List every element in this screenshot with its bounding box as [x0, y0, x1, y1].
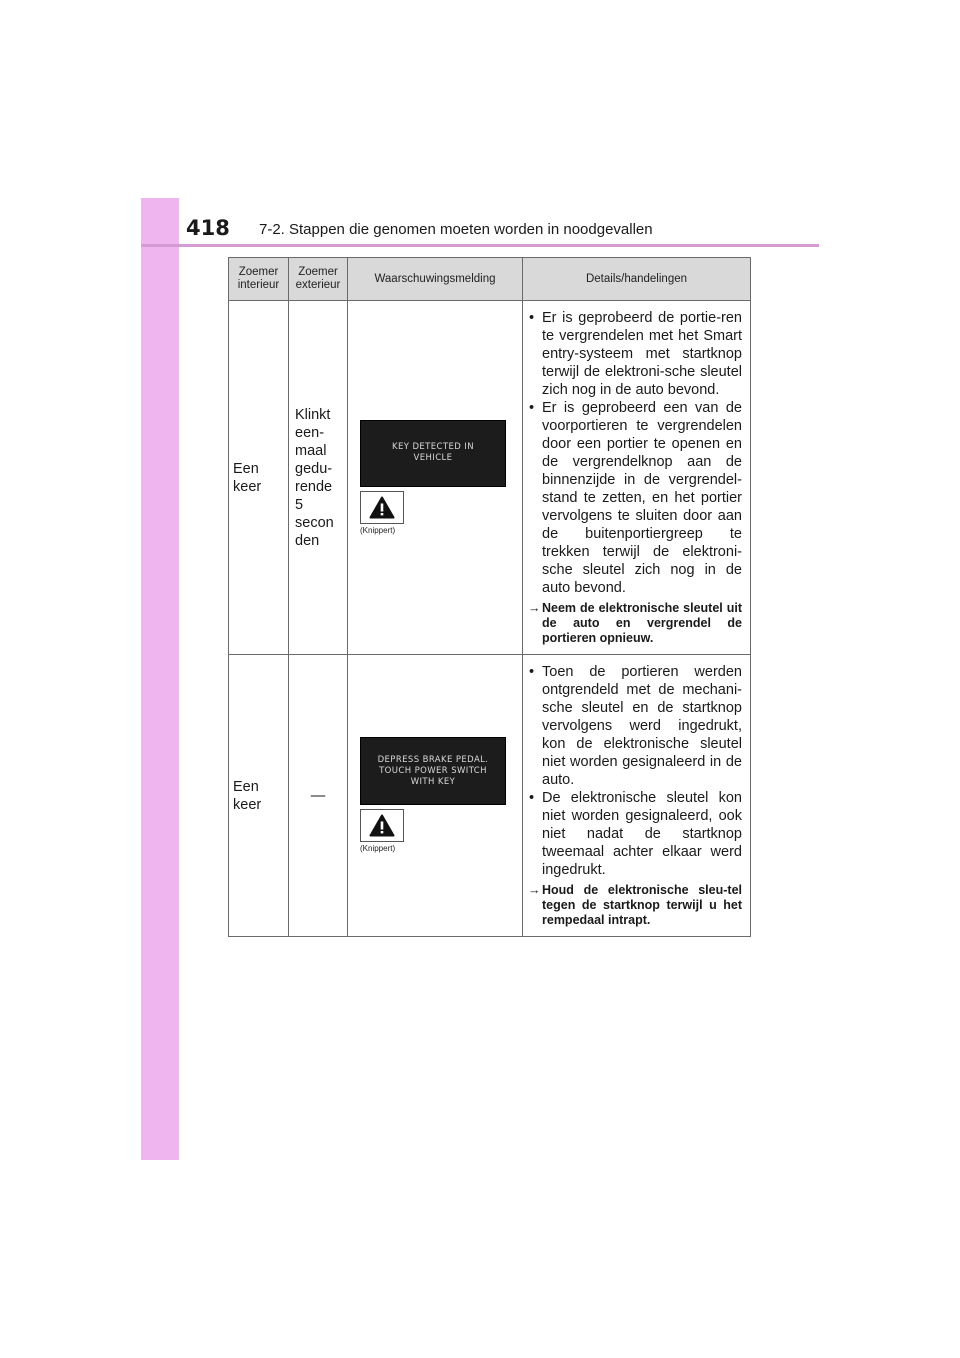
details-list — [528, 663, 742, 879]
column-header-label: Zoemer exterieur — [295, 266, 341, 291]
column-header-buzzer-interior — [229, 258, 289, 301]
display-message: KEY DETECTED IN VEHICLE — [392, 442, 474, 463]
action-text: Houd de elektronische sleu-tel tegen de startknop terwijl u het rempedaal intrapt. — [542, 883, 742, 927]
column-header-label: Waarschuwingsmelding — [374, 272, 496, 285]
column-header-label: Details/handelingen — [585, 272, 688, 285]
display-message: DEPRESS BRAKE PEDAL. TOUCH POWER SWITCH WITH KEY — [377, 754, 489, 787]
arrow-right-icon: → — [528, 883, 541, 897]
details-item: • De elektronische sleutel kon niet worden gesignaleerd, ook niet nadat de startknop tweemaal achter elkaar werd ingedrukt. — [528, 789, 742, 879]
details-cell — [523, 301, 751, 655]
buzzer-exterior-cell — [289, 655, 348, 937]
action-instruction — [528, 883, 742, 928]
warning-light-box — [360, 491, 404, 524]
action-instruction — [528, 601, 742, 646]
column-header-warning-message — [348, 258, 523, 301]
buzzer-interior-text: Een keer — [233, 778, 262, 813]
warning-triangle-icon — [369, 496, 395, 519]
table-header-row — [229, 258, 751, 301]
details-list — [528, 309, 742, 597]
buzzer-exterior-text: Klinkt een- maal gedu- rende 5 secon den — [295, 406, 334, 549]
details-item: • Toen de portieren werden ontgrendeld met de mechani-sche sleutel en de startknop vervolgens werd ingedrukt, kon de elektronische sleutel niet worden gesignaleerd in de auto. — [528, 663, 742, 789]
section-side-tab — [141, 198, 179, 1160]
flash-note: (Knippert) — [360, 844, 396, 853]
details-item: • Er is geprobeerd een van de voorportieren te vergrendelen door een portier te openen en de vergrendelknop aan de binnenzijde in de vergrendel-stand te zetten, en het portier vervolgens te sluiten door aan de buitenportiergreep te trekken terwijl de elektroni-sche sleutel zich nog in de auto bevond. — [528, 399, 742, 597]
arrow-right-icon: → — [528, 601, 541, 615]
buzzer-interior-text: Een keer — [233, 460, 262, 495]
column-header-label: Zoemer interieur — [237, 266, 280, 291]
warning-triangle-icon — [369, 814, 395, 837]
warning-display-cell — [348, 301, 523, 655]
details-cell — [523, 655, 751, 937]
multi-info-display-screen — [360, 737, 506, 805]
buzzer-interior-cell — [229, 655, 289, 937]
warning-light-box — [360, 809, 404, 842]
buzzer-exterior-cell — [289, 301, 348, 655]
flash-note: (Knippert) — [360, 525, 396, 535]
warning-table — [228, 257, 751, 937]
section-title: 7-2. Stappen die genomen moeten worden in noodgevallen — [259, 221, 653, 238]
details-item: • Er is geprobeerd de portie-ren te vergrendelen met het Smart entry-systeem met startknop terwijl de elektroni-sche sleutel zich nog in de auto bevond. — [528, 309, 742, 399]
buzzer-interior-cell — [229, 301, 289, 655]
warning-display-cell — [348, 655, 523, 937]
multi-info-display-screen — [360, 420, 506, 487]
page-number: 418 — [186, 216, 230, 240]
buzzer-exterior-text: — — [310, 787, 326, 804]
column-header-details — [523, 258, 751, 301]
table-row — [229, 301, 751, 655]
header-rule — [141, 244, 819, 247]
column-header-buzzer-exterior — [289, 258, 348, 301]
action-text: Neem de elektronische sleutel uit de auto en vergrendel de portieren opnieuw. — [542, 601, 742, 645]
table-row — [229, 655, 751, 937]
